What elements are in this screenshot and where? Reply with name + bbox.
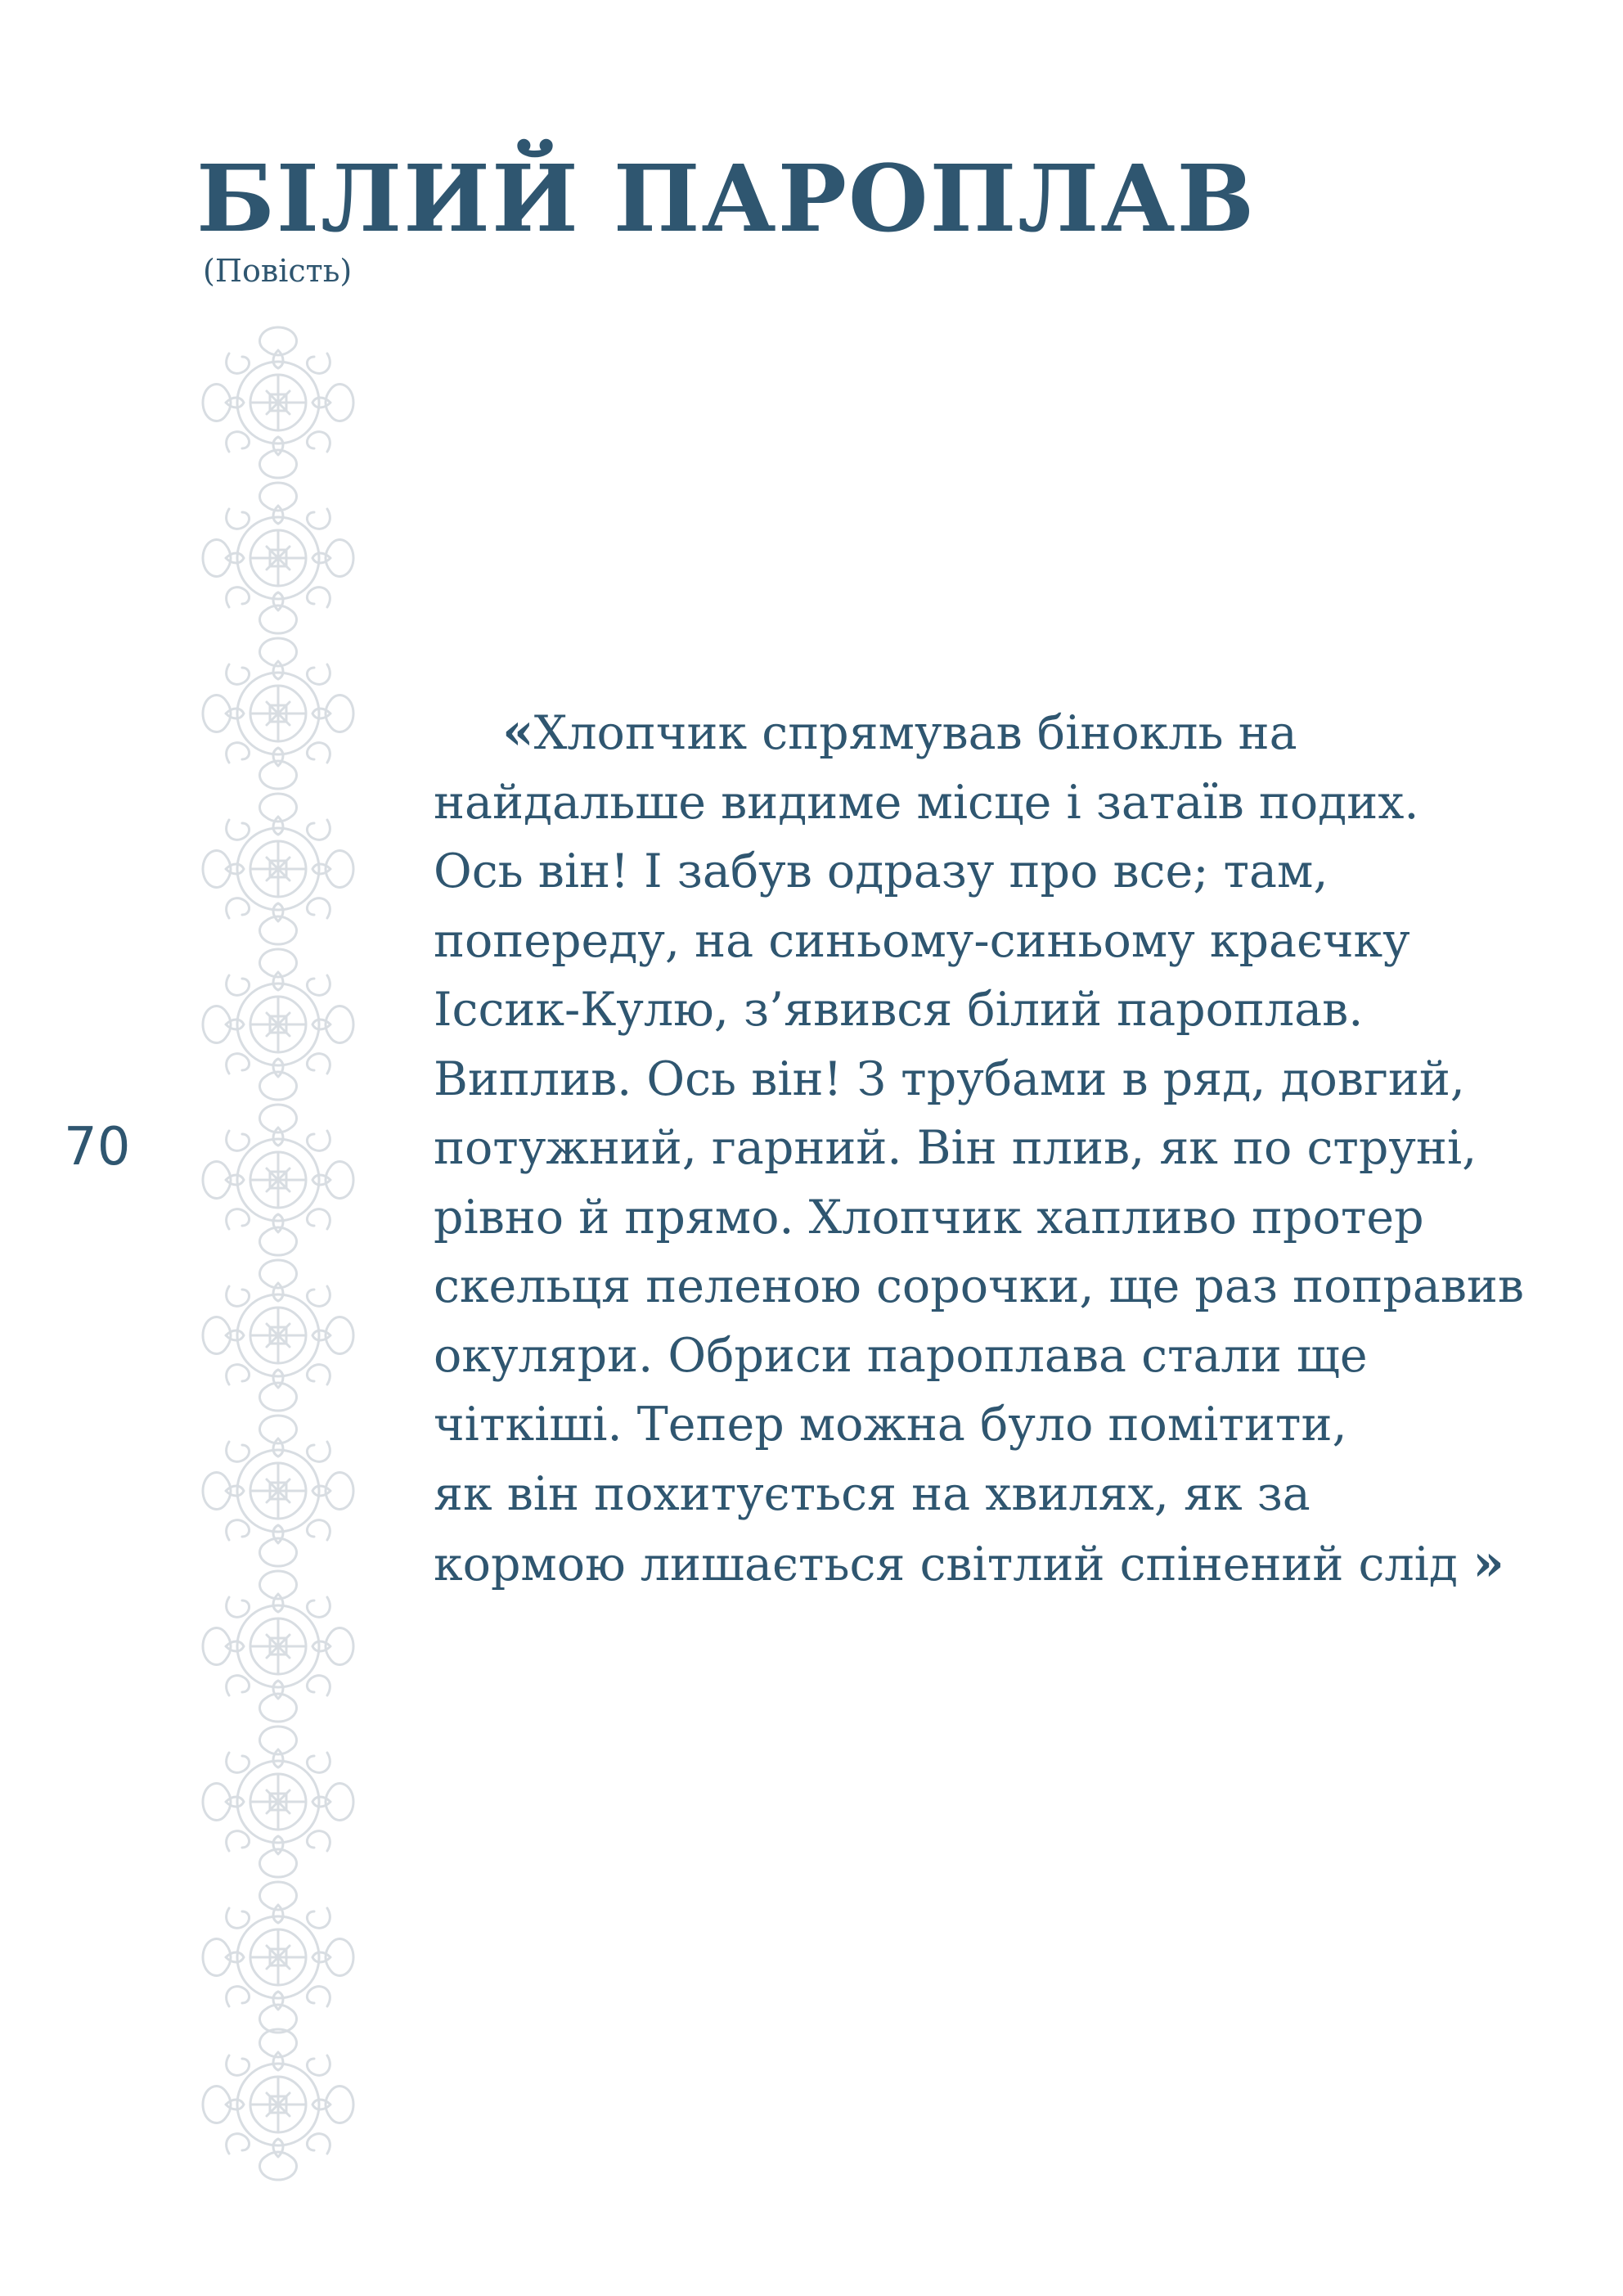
ornament-motif-icon: [203, 949, 353, 1100]
ornament-motif-icon: [203, 483, 353, 633]
quote-line: «Хлопчик спрямував бінокль на: [502, 701, 1297, 761]
quote-line: рівно й прямо. Хлопчик хапливо протер: [434, 1190, 1424, 1245]
ornament-column: [196, 321, 360, 2186]
quote-line: скельця пеленою сорочки, ще раз поправив: [434, 1259, 1525, 1313]
page-number: 70: [64, 1117, 131, 1177]
ornament-motif-icon: [203, 2029, 353, 2180]
page-subtitle: (Повість): [203, 253, 353, 289]
opening-quote-mark: «: [502, 701, 534, 761]
ornament-motif-icon: [203, 1105, 353, 1255]
quote-line: Іссик-Кулю, з’явився білий пароплав.: [434, 983, 1364, 1037]
ornament-motif-icon: [203, 1727, 353, 1877]
quote-line: Ось він! І забув одразу про все; там,: [434, 844, 1329, 898]
quote-line: чіткіші. Тепер можна було помітити,: [434, 1398, 1347, 1452]
ornament-motif-icon: [203, 1882, 353, 2033]
closing-quote-mark: »: [1472, 1533, 1504, 1592]
ornament-motif-icon: [203, 794, 353, 944]
ornament-motif-icon: [203, 1260, 353, 1411]
ornament-motif-icon: [203, 1416, 353, 1566]
quote-line: найдальше видиме місце і затаїв подих.: [434, 775, 1419, 830]
ornament-motif-icon: [203, 1571, 353, 1722]
ornament-motif-icon: [203, 638, 353, 789]
quote-line: кормою лишається світлий спінений слід »: [434, 1533, 1504, 1592]
quote-line: як він похитується на хвилях, як за: [434, 1466, 1311, 1521]
page-title: БІЛИЙ ПАРОПЛАВ: [196, 146, 1257, 253]
quote-block: [434, 697, 1525, 1600]
ornament-motif-icon: [203, 327, 353, 478]
quote-line: окуляри. Обриси пароплава стали ще: [434, 1328, 1368, 1383]
quote-line: Виплив. Ось він! З трубами в ряд, довгий,: [434, 1051, 1465, 1106]
quote-line: попереду, на синьому-синьому краєчку: [434, 913, 1410, 968]
quote-line: потужний, гарний. Він плив, як по струні,: [434, 1121, 1477, 1175]
